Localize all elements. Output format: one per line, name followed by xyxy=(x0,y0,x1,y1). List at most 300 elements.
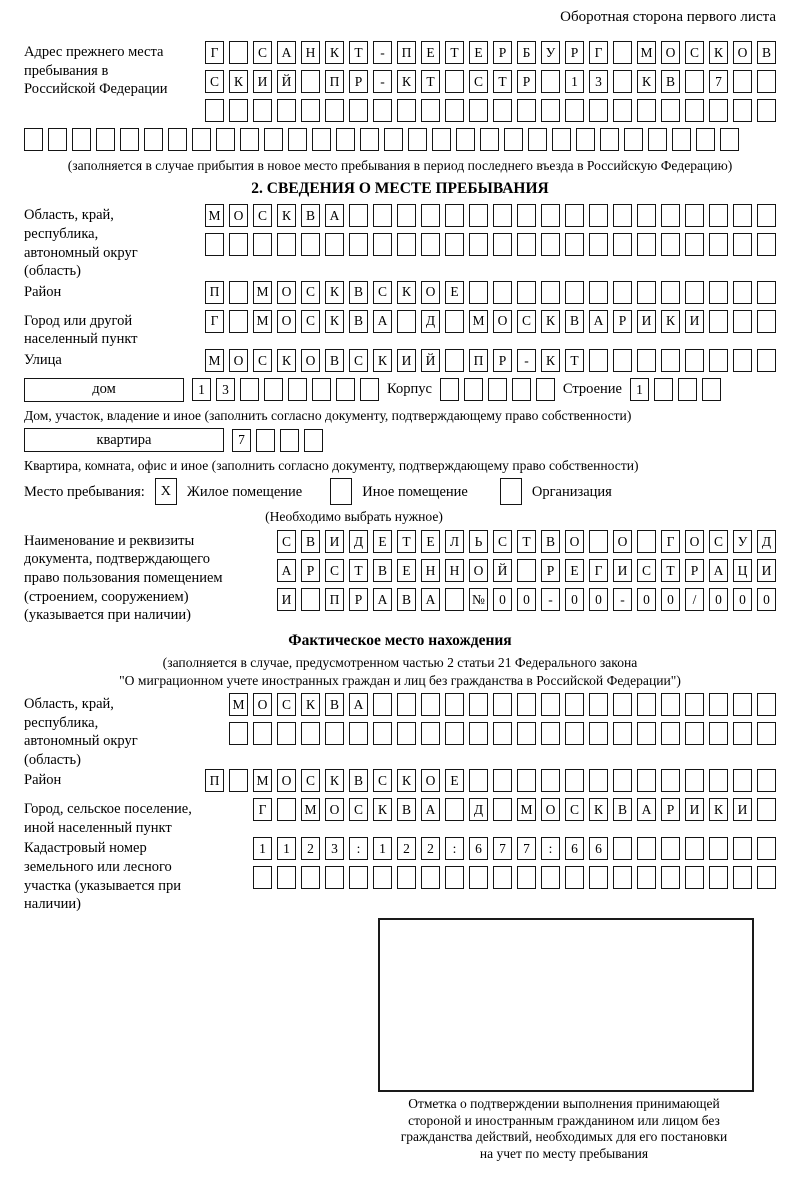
char-cell[interactable] xyxy=(709,281,728,304)
char-cell[interactable]: С xyxy=(325,559,344,582)
char-cell[interactable] xyxy=(613,837,632,860)
char-cell[interactable]: М xyxy=(253,281,272,304)
char-cell[interactable] xyxy=(757,722,776,745)
char-cell[interactable] xyxy=(757,99,776,122)
char-cell[interactable]: В xyxy=(565,310,584,333)
char-cell[interactable]: О xyxy=(229,349,248,372)
char-cell[interactable] xyxy=(440,378,459,401)
char-cell[interactable] xyxy=(661,204,680,227)
char-cell[interactable] xyxy=(733,769,752,792)
char-cell[interactable] xyxy=(672,128,691,151)
char-cell[interactable] xyxy=(637,99,656,122)
char-cell[interactable] xyxy=(661,722,680,745)
char-cell[interactable] xyxy=(757,866,776,889)
char-cell[interactable]: И xyxy=(277,588,296,611)
char-cell[interactable] xyxy=(301,588,320,611)
char-cell[interactable]: К xyxy=(325,41,344,64)
char-cell[interactable]: И xyxy=(685,798,704,821)
char-cell[interactable]: В xyxy=(373,559,392,582)
char-cell[interactable] xyxy=(493,722,512,745)
char-cell[interactable]: С xyxy=(301,281,320,304)
char-cell[interactable]: П xyxy=(397,41,416,64)
char-cell[interactable] xyxy=(589,349,608,372)
char-cell[interactable]: 7 xyxy=(517,837,536,860)
char-cell[interactable] xyxy=(192,128,211,151)
apartment-box[interactable]: квартира xyxy=(24,428,224,452)
char-cell[interactable]: : xyxy=(349,837,368,860)
char-cell[interactable]: М xyxy=(301,798,320,821)
char-cell[interactable]: Д xyxy=(757,530,776,553)
char-cell[interactable] xyxy=(445,349,464,372)
char-cell[interactable] xyxy=(373,866,392,889)
char-cell[interactable] xyxy=(709,204,728,227)
char-cell[interactable] xyxy=(565,99,584,122)
char-cell[interactable] xyxy=(733,722,752,745)
char-cell[interactable]: О xyxy=(277,769,296,792)
char-cell[interactable]: О xyxy=(421,281,440,304)
char-cell[interactable] xyxy=(397,866,416,889)
char-cell[interactable]: П xyxy=(205,769,224,792)
char-cell[interactable] xyxy=(144,128,163,151)
char-cell[interactable]: А xyxy=(421,798,440,821)
char-cell[interactable]: С xyxy=(253,41,272,64)
char-cell[interactable]: В xyxy=(541,530,560,553)
char-cell[interactable] xyxy=(661,769,680,792)
char-cell[interactable] xyxy=(637,281,656,304)
char-cell[interactable]: А xyxy=(277,559,296,582)
char-cell[interactable] xyxy=(613,99,632,122)
char-cell[interactable] xyxy=(120,128,139,151)
char-cell[interactable] xyxy=(336,378,355,401)
char-cell[interactable]: Н xyxy=(421,559,440,582)
char-cell[interactable] xyxy=(576,128,595,151)
char-cell[interactable]: 3 xyxy=(216,378,235,401)
char-cell[interactable] xyxy=(613,769,632,792)
char-cell[interactable] xyxy=(517,722,536,745)
char-cell[interactable] xyxy=(589,693,608,716)
char-cell[interactable]: К xyxy=(229,70,248,93)
char-cell[interactable] xyxy=(469,204,488,227)
char-cell[interactable] xyxy=(654,378,673,401)
char-cell[interactable]: С xyxy=(253,349,272,372)
char-cell[interactable]: Й xyxy=(277,70,296,93)
char-cell[interactable]: С xyxy=(565,798,584,821)
char-cell[interactable] xyxy=(685,70,704,93)
char-cell[interactable]: Т xyxy=(349,559,368,582)
char-cell[interactable]: К xyxy=(277,349,296,372)
char-cell[interactable]: С xyxy=(205,70,224,93)
char-cell[interactable]: Г xyxy=(205,41,224,64)
char-cell[interactable]: - xyxy=(373,41,392,64)
char-cell[interactable] xyxy=(613,70,632,93)
char-cell[interactable]: И xyxy=(397,349,416,372)
char-cell[interactable]: К xyxy=(397,769,416,792)
char-cell[interactable] xyxy=(600,128,619,151)
char-cell[interactable]: П xyxy=(325,70,344,93)
char-cell[interactable]: Р xyxy=(349,588,368,611)
char-cell[interactable] xyxy=(229,722,248,745)
char-cell[interactable] xyxy=(493,798,512,821)
char-cell[interactable]: Р xyxy=(493,41,512,64)
char-cell[interactable] xyxy=(589,722,608,745)
char-cell[interactable] xyxy=(720,128,739,151)
char-cell[interactable]: Е xyxy=(469,41,488,64)
char-cell[interactable] xyxy=(48,128,67,151)
char-cell[interactable] xyxy=(661,349,680,372)
char-cell[interactable]: А xyxy=(277,41,296,64)
char-cell[interactable] xyxy=(240,378,259,401)
char-cell[interactable]: 0 xyxy=(493,588,512,611)
char-cell[interactable] xyxy=(229,99,248,122)
char-cell[interactable] xyxy=(613,281,632,304)
char-cell[interactable]: В xyxy=(349,310,368,333)
char-cell[interactable]: П xyxy=(205,281,224,304)
char-cell[interactable]: Д xyxy=(349,530,368,553)
char-cell[interactable] xyxy=(517,559,536,582)
char-cell[interactable]: М xyxy=(469,310,488,333)
char-cell[interactable] xyxy=(637,349,656,372)
char-cell[interactable]: Т xyxy=(517,530,536,553)
char-cell[interactable] xyxy=(733,310,752,333)
house-box[interactable]: дом xyxy=(24,378,184,402)
char-cell[interactable] xyxy=(373,99,392,122)
char-cell[interactable] xyxy=(349,204,368,227)
char-cell[interactable] xyxy=(565,233,584,256)
char-cell[interactable] xyxy=(325,866,344,889)
char-cell[interactable]: 6 xyxy=(565,837,584,860)
char-cell[interactable]: Е xyxy=(445,769,464,792)
char-cell[interactable]: О xyxy=(541,798,560,821)
char-cell[interactable] xyxy=(469,769,488,792)
char-cell[interactable] xyxy=(277,798,296,821)
char-cell[interactable] xyxy=(613,866,632,889)
char-cell[interactable] xyxy=(685,204,704,227)
char-cell[interactable]: Р xyxy=(541,559,560,582)
char-cell[interactable] xyxy=(256,429,275,452)
char-cell[interactable] xyxy=(280,429,299,452)
char-cell[interactable]: К xyxy=(541,310,560,333)
char-cell[interactable] xyxy=(613,233,632,256)
checkbox-zhiloe[interactable]: X xyxy=(155,478,177,505)
char-cell[interactable] xyxy=(757,204,776,227)
char-cell[interactable] xyxy=(397,204,416,227)
char-cell[interactable]: О xyxy=(277,281,296,304)
char-cell[interactable] xyxy=(349,99,368,122)
char-cell[interactable]: К xyxy=(325,281,344,304)
char-cell[interactable]: - xyxy=(541,588,560,611)
char-cell[interactable] xyxy=(613,693,632,716)
char-cell[interactable] xyxy=(685,99,704,122)
char-cell[interactable] xyxy=(72,128,91,151)
char-cell[interactable] xyxy=(397,722,416,745)
char-cell[interactable] xyxy=(312,128,331,151)
char-cell[interactable] xyxy=(757,349,776,372)
char-cell[interactable] xyxy=(648,128,667,151)
char-cell[interactable] xyxy=(589,530,608,553)
char-cell[interactable] xyxy=(301,866,320,889)
char-cell[interactable] xyxy=(264,128,283,151)
char-cell[interactable]: 6 xyxy=(469,837,488,860)
char-cell[interactable]: 7 xyxy=(232,429,251,452)
char-cell[interactable]: Р xyxy=(565,41,584,64)
char-cell[interactable]: - xyxy=(373,70,392,93)
char-cell[interactable] xyxy=(445,588,464,611)
char-cell[interactable] xyxy=(288,128,307,151)
char-cell[interactable] xyxy=(757,70,776,93)
char-cell[interactable] xyxy=(360,128,379,151)
char-cell[interactable] xyxy=(360,378,379,401)
char-cell[interactable]: 0 xyxy=(733,588,752,611)
char-cell[interactable] xyxy=(709,310,728,333)
char-cell[interactable] xyxy=(493,769,512,792)
char-cell[interactable]: О xyxy=(421,769,440,792)
char-cell[interactable] xyxy=(536,378,555,401)
char-cell[interactable]: Б xyxy=(517,41,536,64)
char-cell[interactable]: Т xyxy=(397,530,416,553)
char-cell[interactable]: О xyxy=(493,310,512,333)
char-cell[interactable]: К xyxy=(709,41,728,64)
char-cell[interactable] xyxy=(637,693,656,716)
char-cell[interactable]: О xyxy=(253,693,272,716)
char-cell[interactable] xyxy=(709,866,728,889)
char-cell[interactable]: 0 xyxy=(757,588,776,611)
char-cell[interactable]: О xyxy=(733,41,752,64)
char-cell[interactable] xyxy=(528,128,547,151)
char-cell[interactable]: С xyxy=(493,530,512,553)
char-cell[interactable] xyxy=(709,769,728,792)
char-cell[interactable]: Т xyxy=(445,41,464,64)
char-cell[interactable] xyxy=(589,866,608,889)
char-cell[interactable] xyxy=(541,722,560,745)
char-cell[interactable]: Т xyxy=(493,70,512,93)
char-cell[interactable] xyxy=(205,233,224,256)
char-cell[interactable] xyxy=(733,866,752,889)
char-cell[interactable] xyxy=(589,233,608,256)
char-cell[interactable]: М xyxy=(205,204,224,227)
char-cell[interactable]: Л xyxy=(445,530,464,553)
char-cell[interactable] xyxy=(277,866,296,889)
char-cell[interactable]: И xyxy=(325,530,344,553)
char-cell[interactable] xyxy=(685,722,704,745)
char-cell[interactable]: М xyxy=(637,41,656,64)
char-cell[interactable] xyxy=(301,99,320,122)
char-cell[interactable] xyxy=(304,429,323,452)
char-cell[interactable] xyxy=(589,769,608,792)
char-cell[interactable] xyxy=(512,378,531,401)
char-cell[interactable]: Р xyxy=(613,310,632,333)
char-cell[interactable] xyxy=(229,310,248,333)
char-cell[interactable] xyxy=(565,204,584,227)
char-cell[interactable]: С xyxy=(373,281,392,304)
char-cell[interactable] xyxy=(709,693,728,716)
char-cell[interactable] xyxy=(517,281,536,304)
char-cell[interactable]: Е xyxy=(373,530,392,553)
char-cell[interactable] xyxy=(205,99,224,122)
char-cell[interactable]: Н xyxy=(445,559,464,582)
char-cell[interactable]: 1 xyxy=(565,70,584,93)
char-cell[interactable]: 1 xyxy=(277,837,296,860)
checkbox-inoe[interactable] xyxy=(330,478,352,505)
char-cell[interactable] xyxy=(325,722,344,745)
char-cell[interactable]: 2 xyxy=(421,837,440,860)
char-cell[interactable]: М xyxy=(205,349,224,372)
char-cell[interactable]: 0 xyxy=(565,588,584,611)
char-cell[interactable]: Е xyxy=(565,559,584,582)
char-cell[interactable] xyxy=(552,128,571,151)
char-cell[interactable]: М xyxy=(229,693,248,716)
char-cell[interactable] xyxy=(277,99,296,122)
char-cell[interactable]: 3 xyxy=(325,837,344,860)
char-cell[interactable]: С xyxy=(349,798,368,821)
char-cell[interactable] xyxy=(637,722,656,745)
char-cell[interactable] xyxy=(504,128,523,151)
char-cell[interactable]: О xyxy=(325,798,344,821)
char-cell[interactable]: Т xyxy=(661,559,680,582)
char-cell[interactable]: В xyxy=(661,70,680,93)
char-cell[interactable] xyxy=(709,722,728,745)
char-cell[interactable]: Е xyxy=(445,281,464,304)
char-cell[interactable]: В xyxy=(325,349,344,372)
char-cell[interactable] xyxy=(469,233,488,256)
char-cell[interactable] xyxy=(733,349,752,372)
char-cell[interactable] xyxy=(637,866,656,889)
char-cell[interactable] xyxy=(464,378,483,401)
char-cell[interactable] xyxy=(685,233,704,256)
char-cell[interactable] xyxy=(229,281,248,304)
char-cell[interactable]: У xyxy=(733,530,752,553)
char-cell[interactable]: С xyxy=(373,769,392,792)
char-cell[interactable] xyxy=(384,128,403,151)
char-cell[interactable]: С xyxy=(277,693,296,716)
char-cell[interactable] xyxy=(541,866,560,889)
char-cell[interactable] xyxy=(541,693,560,716)
checkbox-organizaciya[interactable] xyxy=(500,478,522,505)
char-cell[interactable]: О xyxy=(277,310,296,333)
char-cell[interactable] xyxy=(709,99,728,122)
char-cell[interactable] xyxy=(253,99,272,122)
char-cell[interactable] xyxy=(229,769,248,792)
char-cell[interactable] xyxy=(488,378,507,401)
char-cell[interactable]: С xyxy=(517,310,536,333)
char-cell[interactable]: С xyxy=(277,530,296,553)
char-cell[interactable]: И xyxy=(685,310,704,333)
char-cell[interactable] xyxy=(541,70,560,93)
char-cell[interactable] xyxy=(613,722,632,745)
char-cell[interactable]: О xyxy=(613,530,632,553)
char-cell[interactable]: 6 xyxy=(589,837,608,860)
char-cell[interactable] xyxy=(96,128,115,151)
char-cell[interactable] xyxy=(565,769,584,792)
char-cell[interactable]: К xyxy=(397,281,416,304)
char-cell[interactable]: Й xyxy=(493,559,512,582)
char-cell[interactable] xyxy=(445,722,464,745)
char-cell[interactable] xyxy=(757,310,776,333)
char-cell[interactable]: 1 xyxy=(630,378,649,401)
char-cell[interactable] xyxy=(541,99,560,122)
char-cell[interactable]: И xyxy=(637,310,656,333)
char-cell[interactable]: С xyxy=(349,349,368,372)
char-cell[interactable] xyxy=(517,769,536,792)
char-cell[interactable] xyxy=(216,128,235,151)
char-cell[interactable] xyxy=(253,233,272,256)
char-cell[interactable]: Е xyxy=(421,530,440,553)
char-cell[interactable]: 1 xyxy=(373,837,392,860)
char-cell[interactable] xyxy=(421,722,440,745)
char-cell[interactable]: К xyxy=(301,693,320,716)
char-cell[interactable] xyxy=(445,798,464,821)
char-cell[interactable] xyxy=(613,349,632,372)
char-cell[interactable] xyxy=(517,693,536,716)
char-cell[interactable] xyxy=(493,233,512,256)
char-cell[interactable] xyxy=(637,204,656,227)
char-cell[interactable]: М xyxy=(253,310,272,333)
char-cell[interactable]: Р xyxy=(661,798,680,821)
char-cell[interactable] xyxy=(493,99,512,122)
char-cell[interactable] xyxy=(373,204,392,227)
char-cell[interactable]: В xyxy=(325,693,344,716)
char-cell[interactable] xyxy=(277,722,296,745)
char-cell[interactable] xyxy=(253,866,272,889)
char-cell[interactable]: С xyxy=(469,70,488,93)
char-cell[interactable]: И xyxy=(613,559,632,582)
char-cell[interactable] xyxy=(661,837,680,860)
char-cell[interactable]: 0 xyxy=(517,588,536,611)
char-cell[interactable] xyxy=(445,310,464,333)
char-cell[interactable] xyxy=(253,722,272,745)
char-cell[interactable] xyxy=(541,233,560,256)
char-cell[interactable]: Р xyxy=(517,70,536,93)
char-cell[interactable] xyxy=(757,798,776,821)
char-cell[interactable] xyxy=(325,233,344,256)
char-cell[interactable]: И xyxy=(757,559,776,582)
char-cell[interactable] xyxy=(757,281,776,304)
char-cell[interactable] xyxy=(469,722,488,745)
char-cell[interactable]: 0 xyxy=(661,588,680,611)
char-cell[interactable] xyxy=(445,204,464,227)
char-cell[interactable]: С xyxy=(301,769,320,792)
char-cell[interactable] xyxy=(445,99,464,122)
char-cell[interactable] xyxy=(312,378,331,401)
char-cell[interactable]: О xyxy=(685,530,704,553)
char-cell[interactable] xyxy=(397,310,416,333)
char-cell[interactable]: О xyxy=(229,204,248,227)
char-cell[interactable] xyxy=(445,233,464,256)
char-cell[interactable] xyxy=(661,233,680,256)
char-cell[interactable]: 0 xyxy=(709,588,728,611)
char-cell[interactable] xyxy=(456,128,475,151)
char-cell[interactable]: Р xyxy=(493,349,512,372)
char-cell[interactable] xyxy=(517,204,536,227)
char-cell[interactable] xyxy=(637,233,656,256)
char-cell[interactable]: О xyxy=(565,530,584,553)
char-cell[interactable] xyxy=(301,233,320,256)
char-cell[interactable]: П xyxy=(469,349,488,372)
char-cell[interactable]: 1 xyxy=(253,837,272,860)
char-cell[interactable] xyxy=(301,70,320,93)
char-cell[interactable]: А xyxy=(373,310,392,333)
char-cell[interactable] xyxy=(349,866,368,889)
char-cell[interactable] xyxy=(685,866,704,889)
char-cell[interactable]: В xyxy=(613,798,632,821)
char-cell[interactable]: А xyxy=(421,588,440,611)
char-cell[interactable] xyxy=(445,693,464,716)
char-cell[interactable] xyxy=(678,378,697,401)
char-cell[interactable] xyxy=(709,349,728,372)
char-cell[interactable] xyxy=(709,233,728,256)
char-cell[interactable]: Г xyxy=(661,530,680,553)
char-cell[interactable] xyxy=(168,128,187,151)
char-cell[interactable] xyxy=(637,530,656,553)
